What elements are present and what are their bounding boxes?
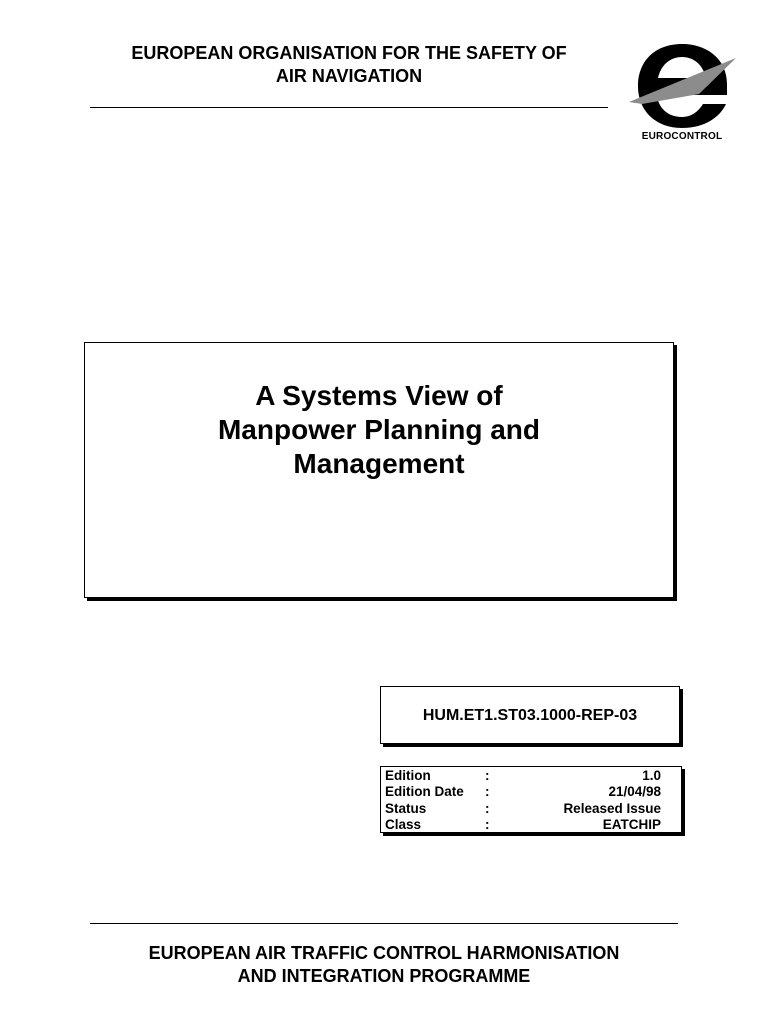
meta-separator: : [485,784,490,800]
footer-divider [90,923,678,924]
logo-wordmark: EUROCONTROL [641,131,723,142]
header-divider [90,107,608,108]
programme-title-line2: AND INTEGRATION PROGRAMME [237,966,531,986]
meta-key: Class [385,816,422,832]
document-title-line2: Manpower Planning and [217,414,540,445]
document-title-box [84,342,674,598]
edition-date-row [385,784,681,800]
organisation-title-line1: EUROPEAN ORGANISATION FOR THE SAFETY OF [131,43,567,63]
document-title [85,379,673,481]
meta-value: Released Issue [563,800,661,816]
document-title-line1: A Systems View of [255,380,503,411]
meta-value: 21/04/98 [608,784,661,800]
meta-value: EATCHIP [602,816,661,832]
programme-title-line1: EUROPEAN AIR TRAFFIC CONTROL HARMONISATION [148,943,620,963]
eurocontrol-emblem-icon [627,42,737,132]
edition-row [385,768,681,784]
class-row [385,817,681,833]
edition-info-box [380,766,682,833]
meta-separator: : [485,768,490,783]
status-row [385,801,681,817]
document-reference: HUM.ET1.ST03.1000-REP-03 [380,686,680,744]
document-title-line3: Management [293,448,465,479]
meta-key: Edition Date [385,784,464,800]
meta-separator: : [485,800,490,816]
organisation-title [90,42,608,88]
meta-key: Edition [385,768,431,783]
meta-value: 1.0 [642,768,661,783]
eurocontrol-logo [627,42,737,146]
organisation-title-line2: AIR NAVIGATION [275,66,423,86]
meta-key: Status [385,800,427,816]
programme-title [90,942,678,988]
meta-separator: : [485,816,490,832]
